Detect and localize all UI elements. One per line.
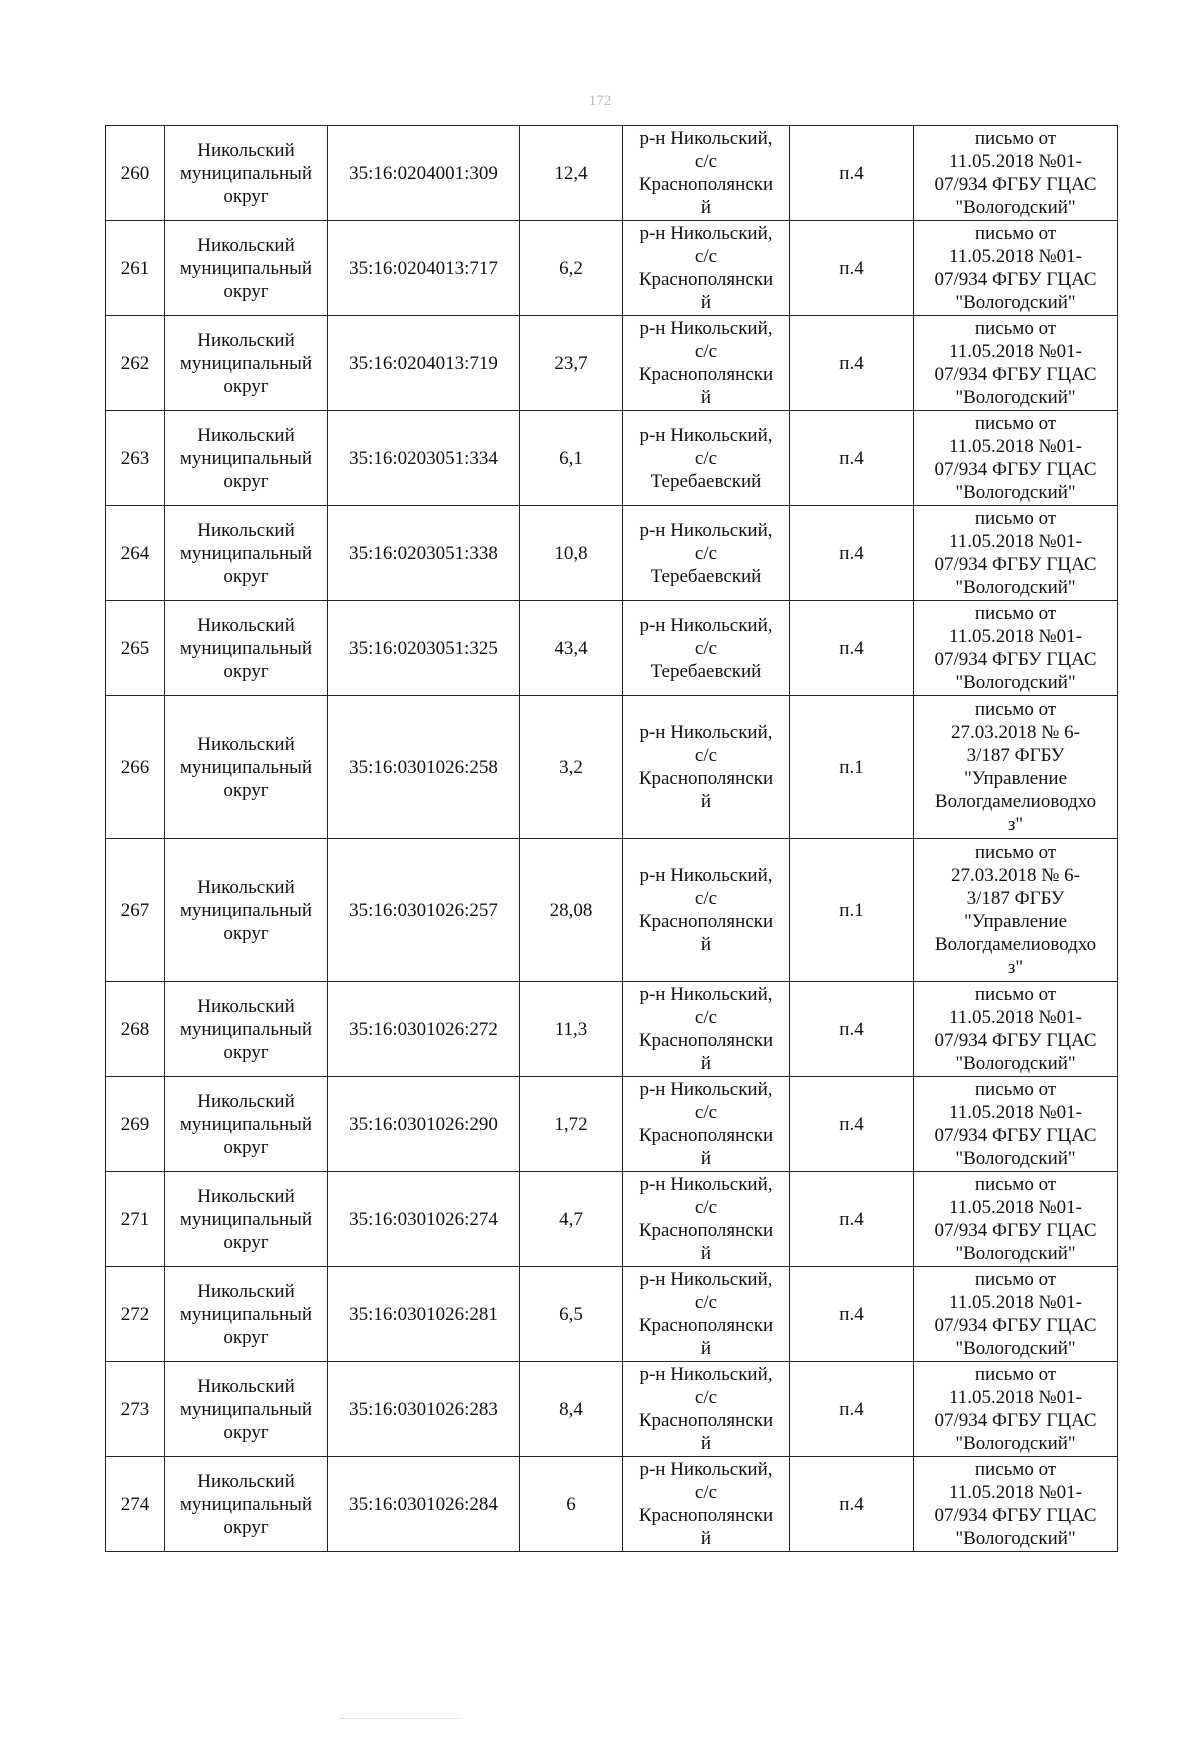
- row-number-cell: 263: [106, 411, 165, 506]
- basis-document-cell-line: Вологдамелиоводхо: [934, 791, 1097, 812]
- row-number-cell: 260: [106, 126, 165, 221]
- location-cell-line: с/с: [694, 447, 718, 469]
- district-cell-line: Никольский: [197, 876, 295, 898]
- basis-document-cell-line: "Вологодский": [955, 292, 1076, 313]
- location-cell-line: й: [700, 1148, 712, 1169]
- location-cell-line: Краснополянски: [638, 1030, 774, 1051]
- clause-cell: п.4: [790, 1077, 914, 1172]
- clause-cell: п.4: [790, 1362, 914, 1457]
- table-row: [106, 601, 1118, 696]
- district-cell-line: Никольский: [197, 995, 295, 1017]
- basis-document-cell-line: 07/934 ФГБУ ГЦАС: [934, 459, 1097, 480]
- basis-document-cell-line: 3/187 ФГБУ: [966, 888, 1065, 909]
- location-cell-line: й: [700, 292, 712, 313]
- location-cell-line: й: [700, 1433, 712, 1454]
- location-cell-line: р-н Никольский,: [639, 865, 773, 886]
- location-cell-line: й: [700, 387, 712, 408]
- location-cell-line: с/с: [694, 637, 718, 659]
- basis-document-cell: [914, 1172, 1118, 1267]
- clause-cell: п.4: [790, 126, 914, 221]
- basis-document-cell-line: 07/934 ФГБУ ГЦАС: [934, 269, 1097, 290]
- district-cell-line: Никольский: [197, 1185, 295, 1207]
- district-cell-line: Никольский: [197, 139, 295, 161]
- basis-document-cell-line: 07/934 ФГБУ ГЦАС: [934, 649, 1097, 670]
- cadastral-number-cell: 35:16:0301026:258: [328, 696, 520, 839]
- table-row: [106, 316, 1118, 411]
- district-cell: [165, 1267, 328, 1362]
- location-cell-line: Краснополянски: [638, 768, 774, 789]
- basis-document-cell-line: 27.03.2018 № 6-: [951, 865, 1080, 886]
- location-cell-line: Теребаевский: [650, 470, 762, 492]
- location-cell-line: р-н Никольский,: [639, 424, 773, 446]
- basis-document-cell-line: "Управление: [963, 768, 1068, 789]
- district-cell: [165, 1362, 328, 1457]
- district-cell-line: округ: [223, 375, 269, 397]
- area-cell: 6: [520, 1457, 623, 1552]
- basis-document-cell-line: письмо от: [974, 1269, 1057, 1290]
- location-cell-line: с/с: [694, 1292, 718, 1313]
- area-cell: 6,5: [520, 1267, 623, 1362]
- location-cell: [623, 411, 790, 506]
- row-number-cell: 271: [106, 1172, 165, 1267]
- table-row: [106, 411, 1118, 506]
- cadastral-number-cell: 35:16:0301026:257: [328, 839, 520, 982]
- district-cell-line: округ: [223, 779, 269, 801]
- location-cell-line: Краснополянски: [638, 911, 774, 932]
- district-cell-line: округ: [223, 922, 269, 944]
- location-cell-line: Краснополянски: [638, 174, 774, 195]
- table-row: [106, 839, 1118, 982]
- district-cell: [165, 1457, 328, 1552]
- basis-document-cell-line: письмо от: [974, 1459, 1057, 1480]
- district-cell-line: муниципальный: [179, 1113, 313, 1135]
- district-cell-line: муниципальный: [179, 899, 313, 921]
- location-cell: [623, 506, 790, 601]
- cadastral-number-cell: 35:16:0301026:290: [328, 1077, 520, 1172]
- area-cell: 11,3: [520, 982, 623, 1077]
- location-cell: [623, 696, 790, 839]
- area-cell: 28,08: [520, 839, 623, 982]
- basis-document-cell-line: з": [1007, 814, 1024, 835]
- clause-cell: п.4: [790, 1457, 914, 1552]
- clause-cell: п.4: [790, 601, 914, 696]
- location-cell-line: с/с: [694, 1197, 718, 1218]
- basis-document-cell: [914, 126, 1118, 221]
- district-cell: [165, 1077, 328, 1172]
- area-cell: 23,7: [520, 316, 623, 411]
- basis-document-cell-line: письмо от: [974, 1174, 1057, 1195]
- row-number-cell: 264: [106, 506, 165, 601]
- district-cell-line: округ: [223, 565, 269, 587]
- district-cell-line: муниципальный: [179, 447, 313, 469]
- row-number-cell: 269: [106, 1077, 165, 1172]
- location-cell-line: р-н Никольский,: [639, 128, 773, 149]
- location-cell-line: р-н Никольский,: [639, 722, 773, 743]
- district-cell-line: Никольский: [197, 733, 295, 755]
- table-row: [106, 1267, 1118, 1362]
- location-cell: [623, 839, 790, 982]
- district-cell: [165, 982, 328, 1077]
- clause-cell: п.4: [790, 411, 914, 506]
- basis-document-cell-line: "Вологодский": [955, 482, 1076, 503]
- district-cell-line: округ: [223, 1231, 269, 1253]
- basis-document-cell-line: 11.05.2018 №01-: [949, 1007, 1082, 1028]
- location-cell-line: р-н Никольский,: [639, 1364, 773, 1385]
- table-body: [106, 126, 1118, 1552]
- basis-document-cell-line: 07/934 ФГБУ ГЦАС: [934, 554, 1097, 575]
- table-row: [106, 696, 1118, 839]
- basis-document-cell-line: 11.05.2018 №01-: [949, 626, 1082, 647]
- clause-cell: п.4: [790, 1267, 914, 1362]
- basis-document-cell-line: 07/934 ФГБУ ГЦАС: [934, 1410, 1097, 1431]
- basis-document-cell-line: 07/934 ФГБУ ГЦАС: [934, 1030, 1097, 1051]
- basis-document-cell: [914, 1457, 1118, 1552]
- location-cell: [623, 1172, 790, 1267]
- location-cell-line: й: [700, 791, 712, 812]
- row-number-cell: 266: [106, 696, 165, 839]
- row-number-cell: 272: [106, 1267, 165, 1362]
- district-cell-line: муниципальный: [179, 1018, 313, 1040]
- cadastral-number-cell: 35:16:0203051:325: [328, 601, 520, 696]
- location-cell-line: с/с: [694, 1007, 718, 1028]
- basis-document-cell-line: письмо от: [974, 699, 1057, 720]
- basis-document-cell-line: 11.05.2018 №01-: [949, 246, 1082, 267]
- basis-document-cell: [914, 221, 1118, 316]
- basis-document-cell-line: письмо от: [974, 1364, 1057, 1385]
- district-cell-line: Никольский: [197, 614, 295, 636]
- location-cell-line: с/с: [694, 745, 718, 766]
- area-cell: 6,2: [520, 221, 623, 316]
- area-cell: 8,4: [520, 1362, 623, 1457]
- district-cell: [165, 601, 328, 696]
- location-cell: [623, 1077, 790, 1172]
- clause-cell: п.4: [790, 221, 914, 316]
- basis-document-cell-line: письмо от: [974, 413, 1057, 434]
- district-cell-line: Никольский: [197, 519, 295, 541]
- location-cell-line: Краснополянски: [638, 1220, 774, 1241]
- table-row: [106, 1362, 1118, 1457]
- district-cell-line: округ: [223, 1421, 269, 1443]
- basis-document-cell-line: 07/934 ФГБУ ГЦАС: [934, 1220, 1097, 1241]
- location-cell-line: Краснополянски: [638, 1410, 774, 1431]
- district-cell-line: муниципальный: [179, 637, 313, 659]
- district-cell-line: Никольский: [197, 234, 295, 256]
- district-cell-line: округ: [223, 470, 269, 492]
- clause-cell: п.1: [790, 696, 914, 839]
- table-row: [106, 506, 1118, 601]
- row-number-cell: 273: [106, 1362, 165, 1457]
- table-row: [106, 126, 1118, 221]
- basis-document-cell-line: 07/934 ФГБУ ГЦАС: [934, 174, 1097, 195]
- area-cell: 3,2: [520, 696, 623, 839]
- location-cell: [623, 1267, 790, 1362]
- row-number-cell: 265: [106, 601, 165, 696]
- location-cell: [623, 221, 790, 316]
- cadastral-number-cell: 35:16:0301026:274: [328, 1172, 520, 1267]
- district-cell: [165, 126, 328, 221]
- area-cell: 6,1: [520, 411, 623, 506]
- location-cell: [623, 126, 790, 221]
- basis-document-cell-line: письмо от: [974, 223, 1057, 244]
- clause-cell: п.4: [790, 1172, 914, 1267]
- district-cell-line: муниципальный: [179, 162, 313, 184]
- district-cell-line: округ: [223, 1041, 269, 1063]
- table-row: [106, 1077, 1118, 1172]
- basis-document-cell-line: "Вологодский": [955, 672, 1076, 693]
- cadastral-number-cell: 35:16:0301026:272: [328, 982, 520, 1077]
- basis-document-cell-line: 11.05.2018 №01-: [949, 1482, 1082, 1503]
- basis-document-cell-line: письмо от: [974, 984, 1057, 1005]
- district-cell-line: Никольский: [197, 1470, 295, 1492]
- basis-document-cell-line: 11.05.2018 №01-: [949, 151, 1082, 172]
- clause-cell: п.4: [790, 316, 914, 411]
- district-cell-line: муниципальный: [179, 257, 313, 279]
- location-cell-line: р-н Никольский,: [639, 614, 773, 636]
- row-number-cell: 267: [106, 839, 165, 982]
- basis-document-cell-line: "Вологодский": [955, 1338, 1076, 1359]
- basis-document-cell-line: 07/934 ФГБУ ГЦАС: [934, 1315, 1097, 1336]
- table-row: [106, 1457, 1118, 1552]
- basis-document-cell-line: 07/934 ФГБУ ГЦАС: [934, 1125, 1097, 1146]
- district-cell-line: муниципальный: [179, 1303, 313, 1325]
- location-cell-line: Краснополянски: [638, 269, 774, 290]
- district-cell-line: муниципальный: [179, 1398, 313, 1420]
- basis-document-cell: [914, 696, 1118, 839]
- district-cell-line: Никольский: [197, 329, 295, 351]
- location-cell-line: р-н Никольский,: [639, 519, 773, 541]
- district-cell: [165, 411, 328, 506]
- basis-document-cell: [914, 839, 1118, 982]
- land-plots-table: [105, 125, 1118, 1552]
- basis-document-cell-line: письмо от: [974, 318, 1057, 339]
- location-cell-line: Краснополянски: [638, 1505, 774, 1526]
- basis-document-cell: [914, 601, 1118, 696]
- basis-document-cell: [914, 411, 1118, 506]
- location-cell: [623, 1362, 790, 1457]
- basis-document-cell-line: письмо от: [974, 842, 1057, 863]
- location-cell-line: Теребаевский: [650, 565, 762, 587]
- basis-document-cell-line: 11.05.2018 №01-: [949, 1387, 1082, 1408]
- district-cell-line: муниципальный: [179, 756, 313, 778]
- location-cell: [623, 601, 790, 696]
- area-cell: 43,4: [520, 601, 623, 696]
- location-cell: [623, 316, 790, 411]
- row-number-cell: 261: [106, 221, 165, 316]
- row-number-cell: 268: [106, 982, 165, 1077]
- location-cell-line: р-н Никольский,: [639, 1269, 773, 1290]
- basis-document-cell: [914, 316, 1118, 411]
- clause-cell: п.1: [790, 839, 914, 982]
- district-cell: [165, 221, 328, 316]
- basis-document-cell-line: "Вологодский": [955, 1528, 1076, 1549]
- location-cell-line: с/с: [694, 246, 718, 267]
- cadastral-number-cell: 35:16:0301026:281: [328, 1267, 520, 1362]
- basis-document-cell-line: письмо от: [974, 1079, 1057, 1100]
- basis-document-cell-line: 11.05.2018 №01-: [949, 1197, 1082, 1218]
- cadastral-number-cell: 35:16:0301026:284: [328, 1457, 520, 1552]
- basis-document-cell: [914, 1077, 1118, 1172]
- location-cell: [623, 1457, 790, 1552]
- location-cell-line: й: [700, 1528, 712, 1549]
- district-cell-line: Никольский: [197, 1090, 295, 1112]
- row-number-cell: 262: [106, 316, 165, 411]
- location-cell-line: р-н Никольский,: [639, 1459, 773, 1480]
- basis-document-cell-line: "Вологодский": [955, 387, 1076, 408]
- clause-cell: п.4: [790, 982, 914, 1077]
- district-cell-line: округ: [223, 1326, 269, 1348]
- basis-document-cell-line: з": [1007, 957, 1024, 978]
- location-cell-line: й: [700, 197, 712, 218]
- basis-document-cell: [914, 1267, 1118, 1362]
- basis-document-cell-line: "Вологодский": [955, 197, 1076, 218]
- district-cell: [165, 839, 328, 982]
- location-cell-line: с/с: [694, 151, 718, 172]
- table-row: [106, 982, 1118, 1077]
- basis-document-cell-line: "Вологодский": [955, 1053, 1076, 1074]
- district-cell-line: муниципальный: [179, 1208, 313, 1230]
- basis-document-cell-line: "Вологодский": [955, 1243, 1076, 1264]
- location-cell-line: й: [700, 1053, 712, 1074]
- location-cell-line: р-н Никольский,: [639, 1174, 773, 1195]
- location-cell-line: р-н Никольский,: [639, 223, 773, 244]
- location-cell-line: с/с: [694, 1387, 718, 1408]
- location-cell-line: р-н Никольский,: [639, 318, 773, 339]
- basis-document-cell-line: письмо от: [974, 508, 1057, 529]
- page-number: 172: [588, 93, 612, 109]
- cadastral-number-cell: 35:16:0204013:717: [328, 221, 520, 316]
- cadastral-number-cell: 35:16:0204001:309: [328, 126, 520, 221]
- basis-document-cell-line: 11.05.2018 №01-: [949, 1292, 1082, 1313]
- district-cell-line: муниципальный: [179, 352, 313, 374]
- location-cell-line: Теребаевский: [650, 660, 762, 682]
- location-cell-line: Краснополянски: [638, 1315, 774, 1336]
- clause-cell: п.4: [790, 506, 914, 601]
- row-number-cell: 274: [106, 1457, 165, 1552]
- basis-document-cell-line: "Управление: [963, 911, 1068, 932]
- basis-document-cell: [914, 982, 1118, 1077]
- district-cell-line: округ: [223, 1516, 269, 1538]
- basis-document-cell-line: 11.05.2018 №01-: [949, 436, 1082, 457]
- basis-document-cell-line: "Вологодский": [955, 577, 1076, 598]
- area-cell: 4,7: [520, 1172, 623, 1267]
- basis-document-cell-line: 3/187 ФГБУ: [966, 745, 1065, 766]
- location-cell-line: Краснополянски: [638, 1125, 774, 1146]
- district-cell: [165, 316, 328, 411]
- cadastral-number-cell: 35:16:0204013:719: [328, 316, 520, 411]
- location-cell-line: с/с: [694, 542, 718, 564]
- location-cell-line: й: [700, 1243, 712, 1264]
- district-cell-line: округ: [223, 1136, 269, 1158]
- district-cell-line: округ: [223, 660, 269, 682]
- district-cell-line: округ: [223, 280, 269, 302]
- district-cell-line: муниципальный: [179, 542, 313, 564]
- location-cell-line: с/с: [694, 888, 718, 909]
- location-cell-line: р-н Никольский,: [639, 984, 773, 1005]
- district-cell-line: Никольский: [197, 1375, 295, 1397]
- location-cell: [623, 982, 790, 1077]
- basis-document-cell-line: письмо от: [974, 603, 1057, 624]
- basis-document-cell-line: 27.03.2018 № 6-: [951, 722, 1080, 743]
- basis-document-cell-line: 07/934 ФГБУ ГЦАС: [934, 364, 1097, 385]
- basis-document-cell: [914, 1362, 1118, 1457]
- basis-document-cell-line: "Вологодский": [955, 1433, 1076, 1454]
- location-cell-line: с/с: [694, 1482, 718, 1503]
- district-cell-line: Никольский: [197, 424, 295, 446]
- district-cell-line: округ: [223, 185, 269, 207]
- area-cell: 1,72: [520, 1077, 623, 1172]
- location-cell-line: с/с: [694, 1102, 718, 1123]
- basis-document-cell-line: "Вологодский": [955, 1148, 1076, 1169]
- area-cell: 12,4: [520, 126, 623, 221]
- area-cell: 10,8: [520, 506, 623, 601]
- basis-document-cell: [914, 506, 1118, 601]
- basis-document-cell-line: 07/934 ФГБУ ГЦАС: [934, 1505, 1097, 1526]
- location-cell-line: с/с: [694, 341, 718, 362]
- location-cell-line: й: [700, 934, 712, 955]
- district-cell-line: Никольский: [197, 1280, 295, 1302]
- district-cell: [165, 506, 328, 601]
- basis-document-cell-line: 11.05.2018 №01-: [949, 341, 1082, 362]
- basis-document-cell-line: письмо от: [974, 128, 1057, 149]
- location-cell-line: й: [700, 1338, 712, 1359]
- district-cell-line: муниципальный: [179, 1493, 313, 1515]
- cadastral-number-cell: 35:16:0203051:338: [328, 506, 520, 601]
- scan-artifact: [340, 1718, 460, 1725]
- location-cell-line: р-н Никольский,: [639, 1079, 773, 1100]
- location-cell-line: Краснополянски: [638, 364, 774, 385]
- table-row: [106, 1172, 1118, 1267]
- basis-document-cell-line: 11.05.2018 №01-: [949, 1102, 1082, 1123]
- table-row: [106, 221, 1118, 316]
- district-cell: [165, 696, 328, 839]
- cadastral-number-cell: 35:16:0203051:334: [328, 411, 520, 506]
- district-cell: [165, 1172, 328, 1267]
- basis-document-cell-line: 11.05.2018 №01-: [949, 531, 1082, 552]
- basis-document-cell-line: Вологдамелиоводхо: [934, 934, 1097, 955]
- cadastral-number-cell: 35:16:0301026:283: [328, 1362, 520, 1457]
